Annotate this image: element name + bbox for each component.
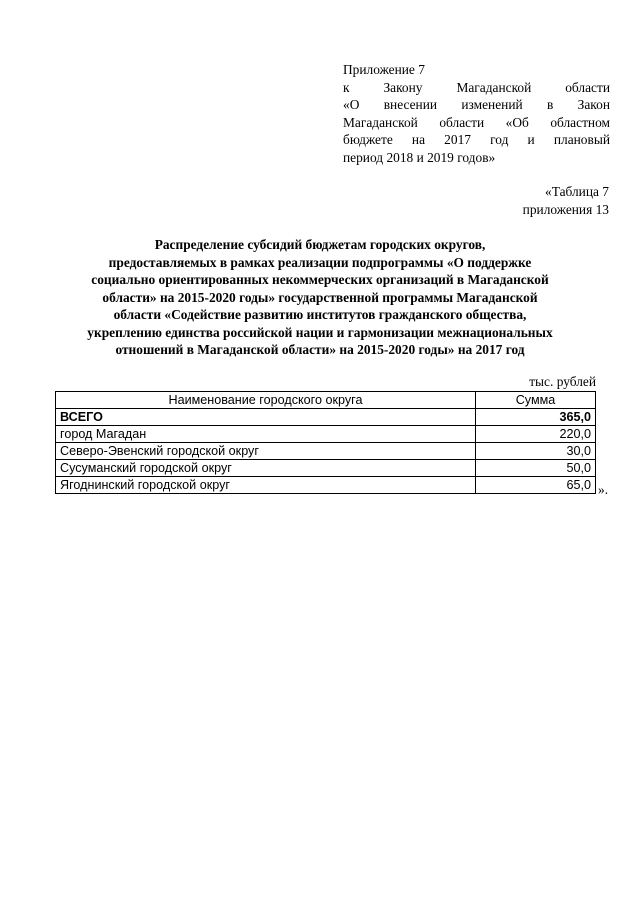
header-amount: Сумма: [475, 392, 595, 409]
appendix-header: [343, 61, 610, 166]
table-header-row: [56, 392, 596, 409]
total-amount: 365,0: [475, 409, 595, 426]
closing-quote-mark: ».: [598, 482, 609, 497]
appendix-line: Приложение 7: [343, 62, 425, 77]
document-title: [40, 236, 600, 359]
district-amount: 30,0: [475, 443, 595, 460]
table-row: [56, 426, 596, 443]
district-amount: 220,0: [475, 426, 595, 443]
table-row: [56, 443, 596, 460]
district-amount: 50,0: [475, 460, 595, 477]
appendix-line: Магаданской области «Об областном: [343, 114, 610, 130]
district-name: Сусуманский городской округ: [56, 460, 476, 477]
title-line: социально ориентированных некоммерческих организаций в Магаданской: [91, 272, 549, 287]
table-reference-line: «Таблица 7: [545, 184, 609, 199]
appendix-line: бюджете на 2017 год и плановый: [343, 132, 610, 147]
title-line: предоставляемых в рамках реализации подпрограммы «О поддержке: [108, 254, 532, 270]
title-line: укреплению единства российской нации и гармонизации межнациональных: [87, 324, 553, 340]
appendix-line: период 2018 и 2019 годов»: [343, 149, 496, 165]
title-line: области «Содействие развитию институтов гражданского общества,: [113, 307, 527, 322]
subsidy-table: [55, 391, 596, 494]
district-name: Ягоднинский городской округ: [56, 477, 476, 494]
title-line: Распределение субсидий бюджетам городских округов,: [154, 237, 486, 252]
title-line: отношений в Магаданской области» на 2015-2020 годы» на 2017 год: [115, 342, 525, 357]
title-line: области» на 2015-2020 годы» государственной программы Магаданской: [102, 289, 538, 305]
table-reference-line: приложения 13: [522, 201, 609, 217]
table-row: [56, 460, 596, 477]
total-label: ВСЕГО: [56, 409, 476, 426]
table-total-row: [56, 409, 596, 426]
appendix-line: «О внесении изменений в Закон: [343, 97, 610, 112]
district-amount: 65,0: [475, 477, 595, 494]
district-name: город Магадан: [56, 426, 476, 443]
header-name: Наименование городского округа: [56, 392, 476, 409]
table-row: [56, 477, 596, 494]
unit-label: тыс. рублей: [529, 374, 596, 389]
appendix-line: к Закону Магаданской области: [343, 79, 610, 95]
table-reference: [523, 183, 609, 218]
district-name: Северо-Эвенский городской округ: [56, 443, 476, 460]
